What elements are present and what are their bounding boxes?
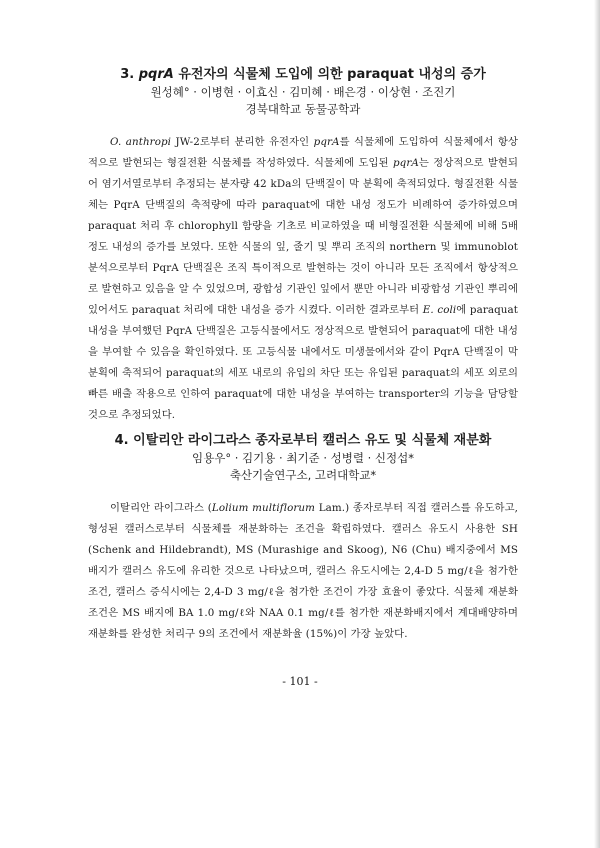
abstract-4 <box>88 432 518 645</box>
abstract-title <box>88 66 518 84</box>
abstract-number: 4. <box>114 433 129 448</box>
scan-edge-shadow <box>594 0 600 848</box>
abstract-body <box>88 498 518 645</box>
species-name: O. anthropi <box>110 136 172 148</box>
abstract-body <box>88 132 518 426</box>
gene-name: pqrA <box>313 136 340 148</box>
author-list: 임용우° · 김기용 · 최기준 · 성병렬 · 신정섭* <box>192 451 414 465</box>
body-segment: Lam.) 종자로부터 직접 캘러스를 유도하고, 형성된 캘러스로부터 식물체를 재분화하는 조건을 확립하였다. 캘러스 유도시 사용한 SH (Schenk and Hildebrandt), MS (Murashige and Skoog), N6 (Chu) 배지중에서 MS 배지가 캘러스 유도에 유리한 것으로 나타났으며, 캘러스 유도시에는 2,4-D 5 mg/ℓ을 첨가한 조건, 캘러스 증식시에는 2,4-D 3 mg/ℓ을 첨가한 조건이 가장 효율이 좋았다. 식물체 재분화 조건은 MS 배지에 BA 1.0 mg/ℓ와 NAA 0.1 mg/ℓ를 첨가한 재분화배지에서 계대배양하며 재분화를 완성한 처리구 9의 조건에서 재분화율 (15%)이 가장 높았다. <box>88 502 518 640</box>
species-name: Lolium multiflorum <box>211 502 316 514</box>
title-text: 유전자의 식물체 도입에 의한 paraquat 내성의 증가 <box>178 67 486 82</box>
abstract-number: 3. <box>120 67 135 82</box>
page-number: - 101 - <box>282 675 318 688</box>
body-segment: 이탈리안 라이그라스 ( <box>110 502 212 514</box>
body-segment: 에 paraquat 내성을 부여했던 PqrA 단백질은 고등식물에서도 정상적으로 발현되어 paraquat에 대한 내성을 부여할 수 있음을 확인하였다. 또 고등식물 내에서도 미생물에서와 같이 PqrA 단백질이 막 분획에 축적되어 paraquat의 세포 내로의 유입의 차단 또는 유입된 paraquat의 세포 외로의 빠른 배출 작용으로 인하여 paraquat에 대한 내성을 부여하는 transporter의 기능을 담당할 것으로 추정되었다. <box>88 304 518 421</box>
species-name: E. coli <box>422 304 457 316</box>
gene-name: pqrA <box>138 67 174 82</box>
body-segment: JW-2로부터 분리한 유전자인 <box>171 136 314 148</box>
author-list: 원성혜° · 이병현 · 이효신 · 김미혜 · 배은경 · 이상현 · 조진기 <box>150 85 456 99</box>
body-segment: 를 식물체에 도입하여 식물체에서 항상적으로 발현되는 형질전환 식물체를 작성하였다. 식물체에 도입된 <box>88 136 518 169</box>
gene-name: pqrA <box>392 157 419 169</box>
title-text: 이탈리안 라이그라스 종자로부터 캘러스 유도 및 식물체 재분화 <box>133 433 492 448</box>
abstract-3 <box>88 66 518 426</box>
body-segment: 는 정상적으로 발현되어 염기서열로부터 추정되는 분자량 42 kDa의 단백질이 막 분획에 축적되었다. 형질전환 식물체는 PqrA 단백질의 축적량에 따라 paraquat에 대한 내성 정도가 비례하여 증가하였으며 paraquat 처리 후 chlorophyll 함량을 기초로 비교하였을 때 비형질전환 식물체에 비해 5배정도 내성의 증가를 보였다. 또한 식물의 잎, 줄기 및 뿌리 조직의 northern 및 immunoblot 분석으로부터 PqrA 단백질은 조직 특이적으로 발현하는 것이 아니라 모든 조직에서 항상적으로 발현하고 있음을 알 수 있었으며, 광합성 기관인 잎에서 뿐만 아니라 비광합성 기관인 뿌리에 있어서도 paraquat 처리에 대한 내성을 증가 시켰다. 이러한 결과로부터 <box>88 157 519 316</box>
abstract-title <box>88 432 518 450</box>
affiliation: 축산기술연구소, 고려대학교* <box>229 468 377 482</box>
affiliation: 경북대학교 동물공학과 <box>245 102 361 116</box>
